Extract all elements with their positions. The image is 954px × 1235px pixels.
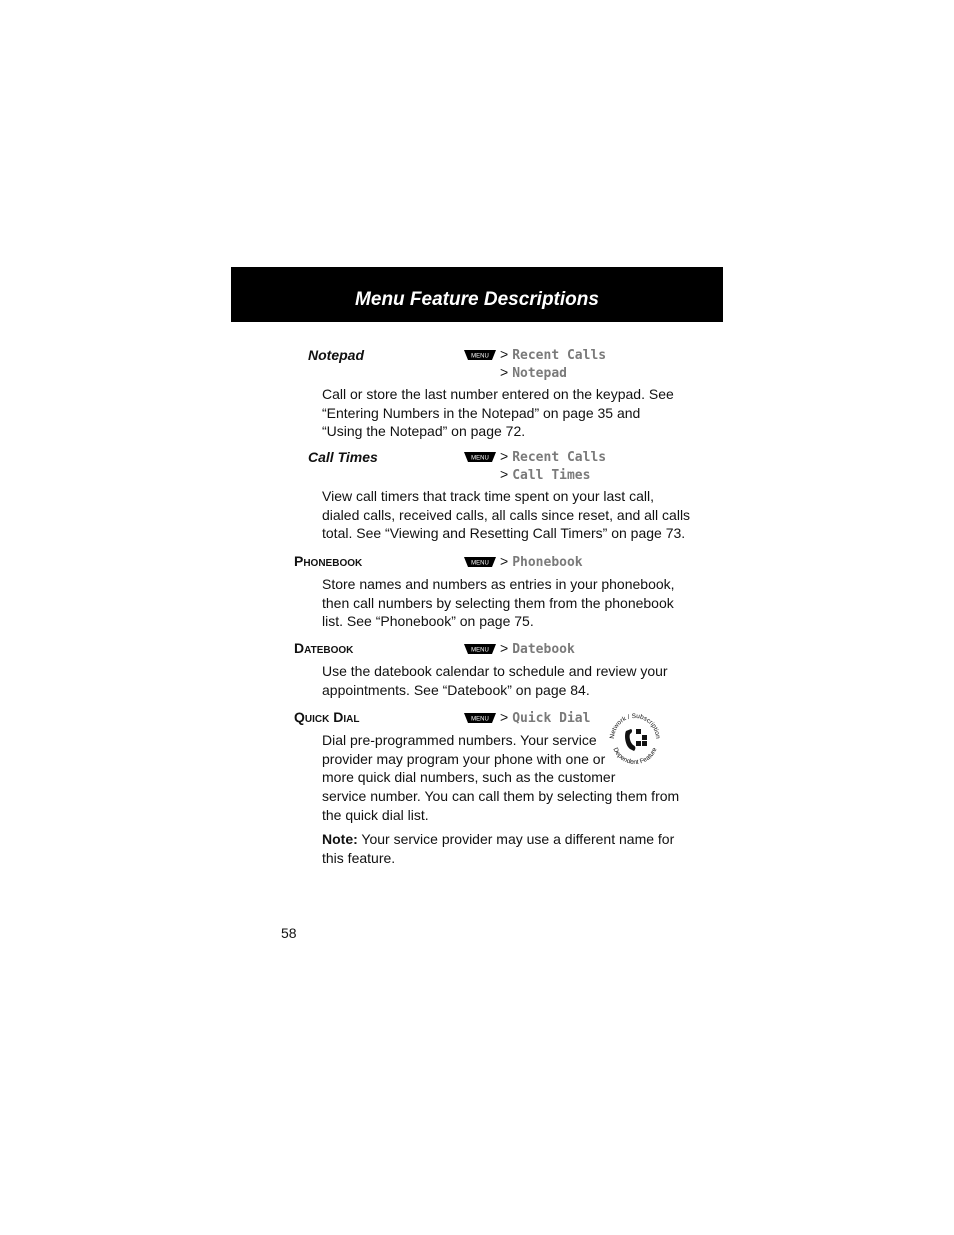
entry-title-call-times: Call Times — [308, 449, 378, 465]
entry-description-datebook: Use the datebook calendar to schedule and review your appointments. See “Datebook” on page 84. — [322, 663, 668, 698]
section-header — [231, 267, 723, 322]
menu-key-icon — [464, 557, 496, 567]
menu-path-step: > Datebook — [500, 640, 575, 657]
menu-key-icon — [464, 350, 496, 360]
menu-path-step: > Quick Dial — [500, 709, 591, 726]
menu-path-step: > Phonebook — [500, 553, 583, 570]
note-text: Your service provider may use a different name for — [361, 831, 675, 847]
svg-text:Dependent Feature: Dependent Feature — [611, 746, 659, 767]
section-title: Menu Feature Descriptions — [355, 289, 599, 310]
menu-key-icon — [464, 713, 496, 723]
menu-path-step: > Recent Calls — [500, 448, 607, 465]
note-text-continued: this feature. — [322, 849, 396, 866]
note-label: Note: — [322, 831, 358, 847]
svg-text:MENU: MENU — [471, 647, 489, 654]
entry-title-datebook: Datebook — [294, 640, 354, 656]
phone-feature-icon — [625, 729, 647, 751]
menu-path-step: > Call Times — [500, 466, 591, 483]
page-number: 58 — [281, 925, 297, 941]
network-dependent-feature-icon — [606, 709, 664, 767]
menu-key-icon — [464, 452, 496, 462]
svg-text:Network / Subscription: Network / Subscription — [608, 712, 662, 740]
menu-key-icon — [464, 644, 496, 654]
entry-description-quick-dial: Dial pre-programmed numbers. Your service provider may program your phone with one or more quick dial numbers, such as the customer service number. You can call them by selecting them from the quick dial list. — [322, 732, 680, 823]
entry-title-quick-dial: Quick Dial — [294, 709, 360, 725]
svg-text:MENU: MENU — [471, 455, 489, 462]
entry-description-notepad: Call or store the last number entered on the keypad. See “Entering Numbers in the Notepad” on page 35 and “Using the Notepad” on page 72. — [322, 386, 674, 440]
svg-text:MENU: MENU — [471, 353, 489, 360]
svg-text:MENU: MENU — [471, 560, 489, 567]
note-block — [322, 830, 674, 867]
entry-title-notepad: Notepad — [308, 347, 364, 363]
menu-path-step: > Notepad — [500, 364, 567, 381]
entry-title-phonebook: Phonebook — [294, 553, 363, 569]
menu-path-step: > Recent Calls — [500, 346, 607, 363]
entry-description-call-times: View call timers that track time spent on your last call, dialed calls, received calls, all calls since reset, and all calls total. See “Viewing and Resetting Call Timers” on page 73. — [322, 488, 691, 542]
entry-description-phonebook: Store names and numbers as entries in your phonebook, then call numbers by selecting them from the phonebook list. See “Phonebook” on page 75. — [322, 576, 675, 630]
svg-text:MENU: MENU — [471, 716, 489, 723]
